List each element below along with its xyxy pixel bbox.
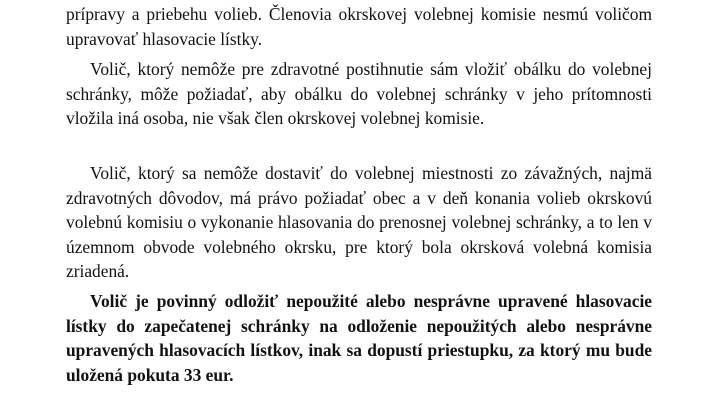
paragraph-assisted-voting: Volič, ktorý nemôže pre zdravotné postihnutie sám vložiť obálku do volebnej schránky, môže požiadať, aby obálku do volebnej schránky v jeho prítomnosti vložila iná osoba, nie však člen okrskovej volebnej komisie. [66,59,652,129]
document-page [66,0,652,420]
paragraph-unused-ballots-obligation: Volič je povinný odložiť nepoužité alebo nesprávne upravené hlasovacie lístky do zapečatenej schránky na odloženie nepoužitých alebo nesprávne upravených hlasovacích lístkov, inak sa dopustí priestupku, za ktorý mu bude uložená pokuta 33 eur. [66,291,652,385]
paragraph-continuation: prípravy a priebehu volieb. Členovia okrskovej volebnej komisie nesmú voličom upravovať hlasovacie lístky. [66,4,652,49]
paragraph-portable-ballot-box: Volič, ktorý sa nemôže dostaviť do volebnej miestnosti zo závažných, najmä zdravotných dôvodov, má právo požiadať obec a v deň konania volieb okrskovú volebnú komisiu o vykonanie hlasovania do prenosnej volebnej schránky, a to len v územnom obvode volebného okrsku, pre ktorý bola okrsková volebná komisia zriadená. [66,163,652,282]
